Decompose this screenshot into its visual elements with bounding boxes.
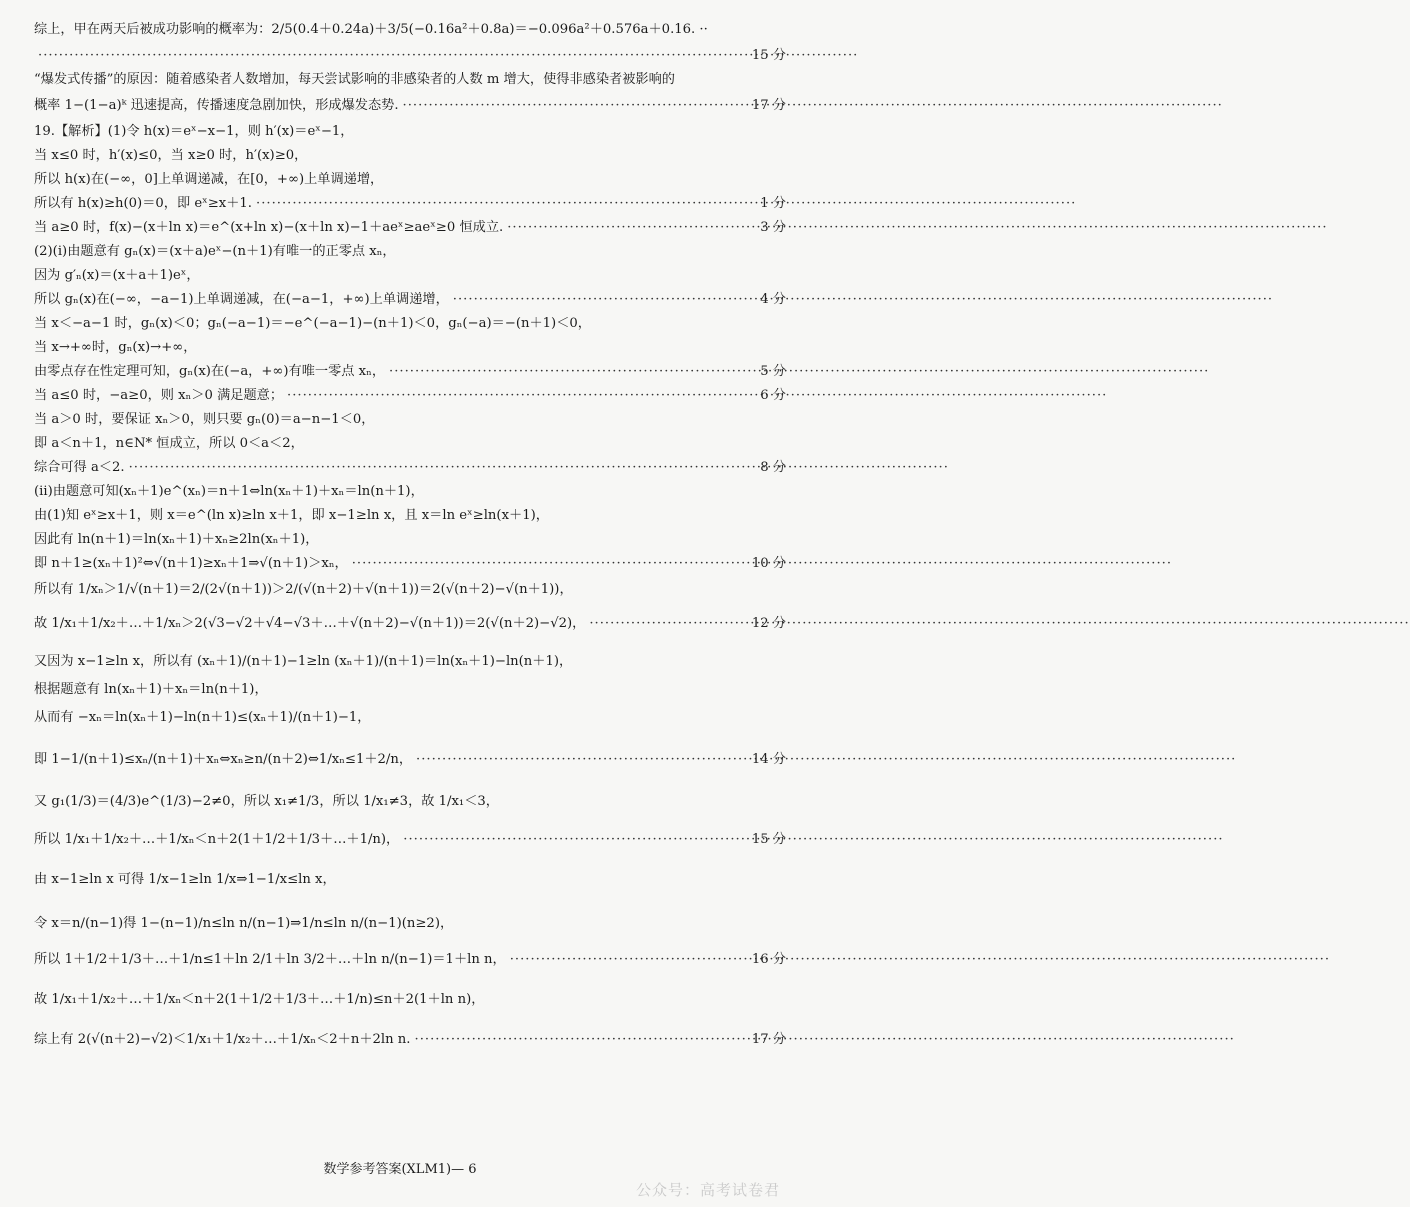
score-label: 5 分 [760, 364, 786, 379]
solution-line [34, 578, 786, 597]
line-text: 19.【解析】(1)令 h(x)＝eˣ−x−1，则 h′(x)＝eˣ−1， [34, 124, 354, 139]
leader-dots [403, 832, 748, 847]
line-text: 即 a＜n＋1，n∈N* 恒成立，所以 0＜a＜2， [34, 436, 304, 451]
line-text: 概率 1−(1−a)ᵏ 迅速提高，传播速度急剧加快，形成爆发态势. [34, 98, 399, 113]
line-text: 所以有 h(x)≥h(0)＝0，即 eˣ≥x＋1. [34, 196, 252, 211]
solution-line [34, 912, 786, 931]
solution-line [34, 68, 786, 87]
score-label: 10 分 [751, 556, 786, 571]
score-label: 3 分 [760, 220, 786, 235]
score-label: 4 分 [760, 292, 786, 307]
solution-line [34, 312, 786, 331]
line-text: 即 n＋1≥(xₙ＋1)²⇔√(n＋1)≥xₙ＋1⇒√(n＋1)＞xₙ， [34, 556, 348, 571]
solution-line [34, 432, 786, 451]
solution-line [34, 384, 786, 403]
leader-dots [507, 220, 756, 235]
leader-dots [38, 48, 748, 63]
score-label: 16 分 [751, 952, 786, 967]
line-text: 综上，甲在两天后被成功影响的概率为：2/5(0.4＋0.24a)＋3/5(−0.16a²＋0.8a)＝−0.096a²＋0.576a＋0.16. ·· [34, 22, 708, 37]
line-text: 当 a≥0 时，f(x)−(x＋ln x)＝e^(x+ln x)−(x＋ln x)−1＋aeˣ≥aeˣ≥0 恒成立. [34, 220, 504, 235]
solution-line [34, 552, 786, 571]
solution-line [34, 18, 786, 37]
score-label: 15 分 [751, 48, 786, 63]
line-text: 因为 g′ₙ(x)＝(x＋a＋1)eˣ， [34, 268, 200, 283]
score-label: 14 分 [751, 752, 786, 767]
line-text: 所以 1＋1/2＋1/3＋…＋1/n≤1＋ln 2/1＋ln 3/2＋…＋ln n/(n−1)＝1＋ln n， [34, 952, 506, 967]
solution-line [34, 748, 786, 767]
solution-line [34, 504, 786, 523]
leader-dots [129, 460, 757, 475]
solution-line [34, 948, 786, 967]
solution-line [34, 612, 786, 631]
line-text: 根据题意有 ln(xₙ＋1)＋xₙ＝ln(n＋1)， [34, 682, 268, 697]
leader-dots [416, 752, 748, 767]
score-label: 15 分 [751, 832, 786, 847]
score-label: 12 分 [751, 616, 786, 631]
solution-line [34, 790, 786, 809]
leader-dots [589, 616, 747, 631]
line-text: 当 x＜−a−1 时，gₙ(x)＜0；gₙ(−a−1)＝−e^(−a−1)−(n＋1)＜0，gₙ(−a)＝−(n＋1)＜0， [34, 316, 591, 331]
line-text: 由 x−1≥ln x 可得 1/x−1≥ln 1/x⇒1−1/x≤ln x， [34, 872, 336, 887]
solution-line [34, 288, 786, 307]
line-text: 从而有 −xₙ＝ln(xₙ＋1)−ln(n＋1)≤(xₙ＋1)/(n＋1)−1， [34, 710, 371, 725]
line-text: 所以有 1/xₙ＞1/√(n＋1)＝2/(2√(n＋1))＞2/(√(n＋2)＋√(n＋1))＝2(√(n＋2)−√(n＋1))， [34, 582, 573, 597]
line-text: 综上有 2(√(n＋2)−√2)＜1/x₁＋1/x₂＋…＋1/xₙ＜2＋n＋2ln n. [34, 1032, 411, 1047]
leader-dots [403, 98, 748, 113]
solution-line [34, 94, 786, 113]
solution-line [34, 240, 786, 259]
leader-dots [287, 388, 756, 403]
line-text: 又因为 x−1≥ln x，所以有 (xₙ＋1)/(n＋1)−1≥ln (xₙ＋1)/(n＋1)＝ln(xₙ＋1)−ln(n＋1)， [34, 654, 573, 669]
solution-line [34, 336, 786, 355]
score-label: 17 分 [751, 98, 786, 113]
line-text: 故 1/x₁＋1/x₂＋…＋1/xₙ＞2(√3−√2＋√4−√3＋…＋√(n＋2)−√(n＋1))＝2(√(n＋2)−√2)， [34, 616, 586, 631]
line-text: 当 a≤0 时，−a≥0，则 xₙ＞0 满足题意； [34, 388, 284, 403]
line-text: “爆发式传播”的原因：随着感染者人数增加，每天尝试影响的非感染者的人数 m 增大，使得非感染者被影响的 [34, 72, 675, 87]
solution-line [34, 528, 786, 547]
solution-line [34, 828, 786, 847]
line-text: 所以 gₙ(x)在(−∞，−a−1)上单调递减，在(−a−1，+∞)上单调递增， [34, 292, 449, 307]
solution-line [34, 44, 786, 63]
solution-line [34, 988, 786, 1007]
leader-dots [510, 952, 748, 967]
solution-line [34, 408, 786, 427]
line-text: 当 x≤0 时，h′(x)≤0，当 x≥0 时，h′(x)≥0， [34, 148, 308, 163]
solution-line [34, 360, 786, 379]
score-label: 8 分 [760, 460, 786, 475]
line-text: 当 a＞0 时，要保证 xₙ＞0，则只要 gₙ(0)＝a−n−1＜0， [34, 412, 375, 427]
line-text: 由零点存在性定理可知，gₙ(x)在(−a，+∞)有唯一零点 xₙ， [34, 364, 386, 379]
score-label: 1 分 [760, 196, 786, 211]
score-label: 6 分 [760, 388, 786, 403]
line-text: 综合可得 a＜2. [34, 460, 125, 475]
solution-line [34, 120, 786, 139]
line-text: 即 1−1/(n＋1)≤xₙ/(n＋1)＋xₙ⇔xₙ≥n/(n＋2)⇔1/xₙ≤1＋2/n， [34, 752, 413, 767]
line-text: 当 x→+∞时，gₙ(x)→+∞， [34, 340, 197, 355]
leader-dots [453, 292, 756, 307]
solution-line [34, 144, 786, 163]
line-text: (2)(ⅰ)由题意有 gₙ(x)＝(x＋a)eˣ−(n＋1)有唯一的正零点 xₙ， [34, 244, 396, 259]
page-number: 数学参考答案(XLM1)— 6 [323, 1162, 477, 1177]
leader-dots [352, 556, 748, 571]
line-text: 所以 1/x₁＋1/x₂＋…＋1/xₙ＜n＋2(1＋1/2＋1/3＋…＋1/n)， [34, 832, 400, 847]
solution-line [34, 650, 786, 669]
score-label: 17 分 [751, 1032, 786, 1047]
solution-line [34, 678, 786, 697]
solution-line [34, 1028, 786, 1047]
solution-line [34, 168, 786, 187]
line-text: 故 1/x₁＋1/x₂＋…＋1/xₙ＜n＋2(1＋1/2＋1/3＋…＋1/n)≤n＋2(1＋ln n)， [34, 992, 485, 1007]
watermark-text: 公众号：高考试卷君 [635, 1181, 780, 1199]
line-text: 令 x＝n/(n−1)得 1−(n−1)/n≤ln n/(n−1)⇒1/n≤ln n/(n−1)(n≥2)， [34, 916, 454, 931]
line-text: 由(1)知 eˣ≥x＋1，则 x＝e^(ln x)≥ln x＋1，即 x−1≥ln x，且 x＝ln eˣ≥ln(x＋1)， [34, 508, 549, 523]
leader-dots [256, 196, 756, 211]
leader-dots [415, 1032, 748, 1047]
line-text: 因此有 ln(n＋1)＝ln(xₙ＋1)＋xₙ≥2ln(xₙ＋1)， [34, 532, 319, 547]
solution-line [34, 456, 786, 475]
line-text: 所以 h(x)在(−∞，0]上单调递减，在[0，+∞)上单调递增， [34, 172, 384, 187]
solution-line [34, 264, 786, 283]
line-text: (ⅱ)由题意可知(xₙ＋1)e^(xₙ)＝n＋1⇔ln(xₙ＋1)＋xₙ＝ln(n＋1)， [34, 484, 424, 499]
solution-line [34, 216, 786, 235]
leader-dots [389, 364, 756, 379]
solution-line [34, 192, 786, 211]
solution-line [34, 480, 786, 499]
solution-line [34, 868, 786, 887]
solution-line [34, 706, 786, 725]
line-text: 又 g₁(1/3)＝(4/3)e^(1/3)−2≠0，所以 x₁≠1/3，所以 1/x₁≠3，故 1/x₁＜3， [34, 794, 499, 809]
